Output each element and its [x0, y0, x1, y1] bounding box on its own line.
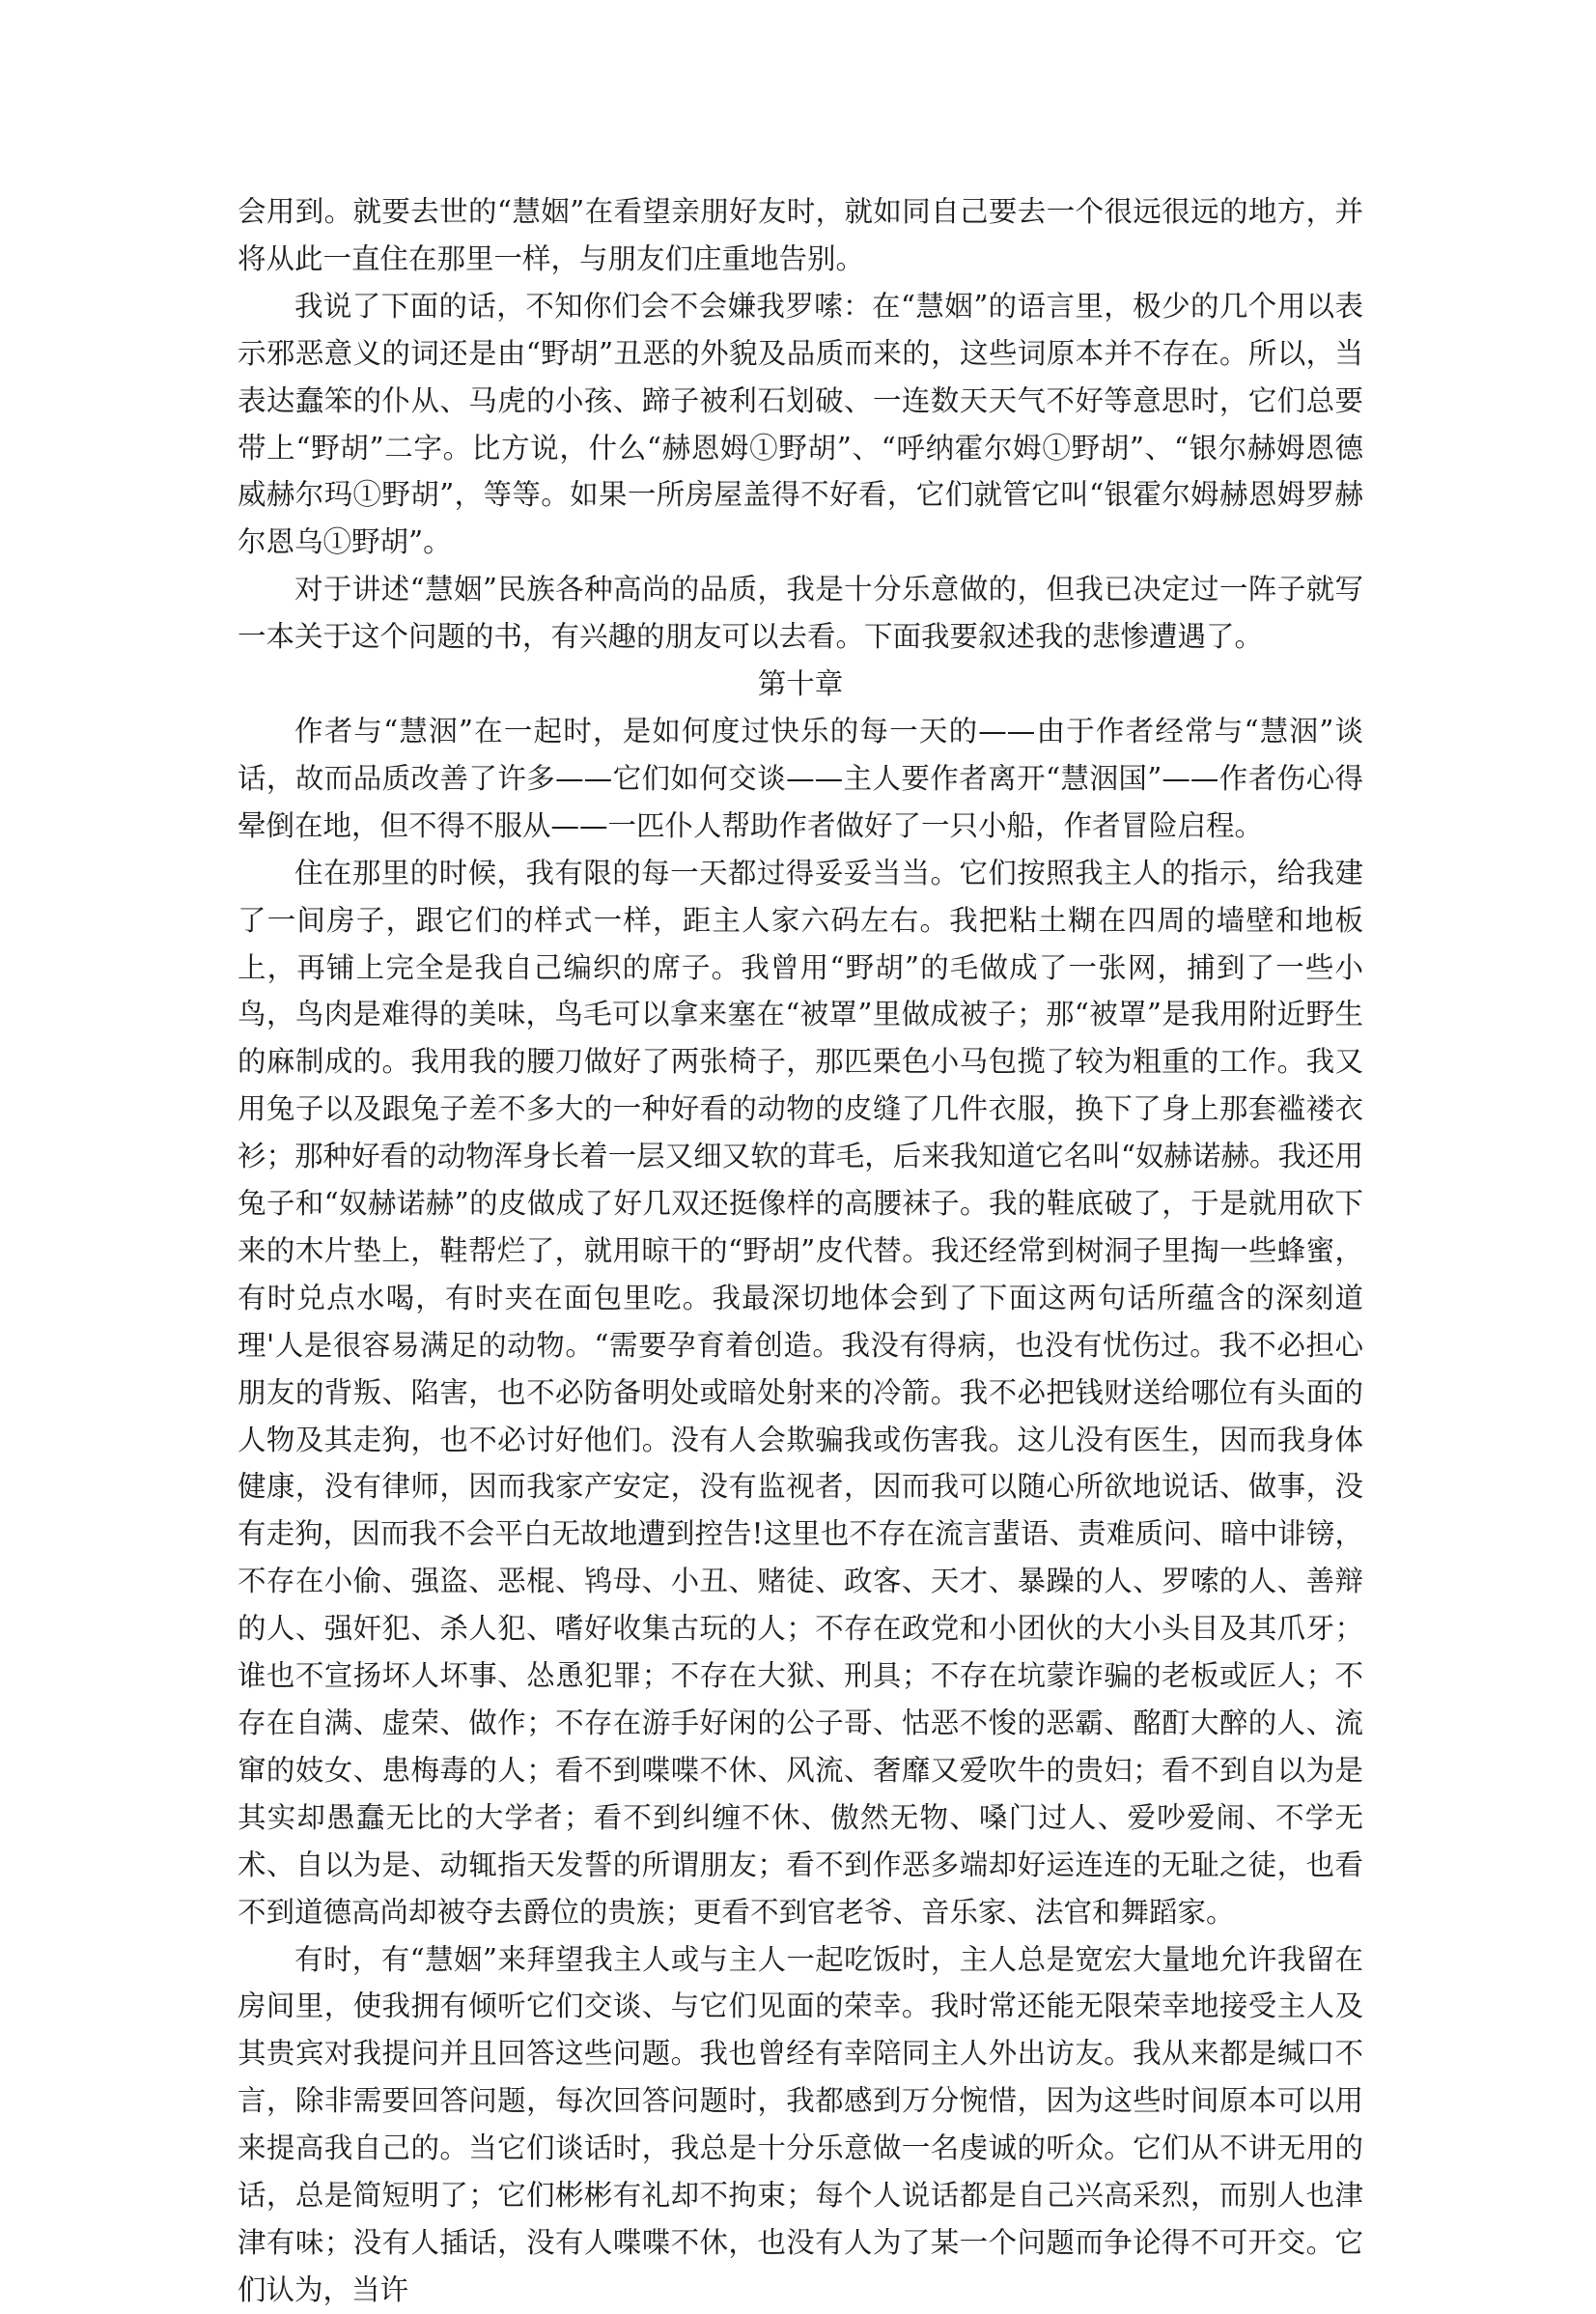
paragraph: 我说了下面的话，不知你们会不会嫌我罗嗦：在“慧姻”的语言里，极少的几个用以表示邪恶意义的词还是由“野胡”丑恶的外貌及品质而来的，这些词原本并不存在。所以，当表达蠢笨的仆从、马虎的小孩、蹄子被利石划破、一连数天天气不好等意思时，它们总要带上“野胡”二字。比方说，什么“赫恩姆①野胡”、“呼纳霍尔姆①野胡”、“银尔赫姆恩德威赫尔玛①野胡”，等等。如果一所房屋盖得不好看，它们就管它叫“银霍尔姆赫恩姆罗赫尔恩乌①野胡”。 — [238, 289, 1363, 559]
chapter-title: 第十章 — [757, 667, 844, 701]
chapter-summary: 作者与“慧洇”在一起时，是如何度过快乐的每一天的——由于作者经常与“慧洇”谈话，故而品质改善了许多——它们如何交谈——主人要作者离开“慧洇国”——作者伤心得晕倒在地，但不得不服从——一匹仆人帮助作者做好了一只小船，作者冒险启程。 — [238, 714, 1363, 842]
paragraph: 对于讲述“慧姻”民族各种高尚的品质，我是十分乐意做的，但我已决定过一阵子就写一本关于这个问题的书，有兴趣的朋友可以去看。下面我要叙述我的悲惨遭遇了。 — [238, 573, 1363, 654]
paragraph: 有时，有“慧姻”来拜望我主人或与主人一起吃饭时，主人总是宽宏大量地允许我留在房间里，使我拥有倾听它们交谈、与它们见面的荣幸。我时常还能无限荣幸地接受主人及其贵宾对我提问并且回答这些问题。我也曾经有幸陪同主人外出访友。我从来都是缄口不言，除非需要回答问题，每次回答问题时，我都感到万分惋惜，因为这些时间原本可以用来提高我自己的。当它们谈话时，我总是十分乐意做一名虔诚的听众。它们从不讲无用的话，总是简短明了；它们彬彬有礼却不拘束；每个人说话都是自己兴高采烈，而别人也津津有味；没有人插话，没有人喋喋不休，也没有人为了某一个问题而争论得不可开交。它们认为，当许 — [238, 1942, 1363, 2306]
paragraph-continuation: 会用到。就要去世的“慧姻”在看望亲朋好友时，就如同自己要去一个很远很远的地方，并将从此一直住在那里一样，与朋友们庄重地告别。 — [238, 195, 1363, 275]
paragraph: 住在那里的时候，我有限的每一天都过得妥妥当当。它们按照我主人的指示，给我建了一间房子，跟它们的样式一样，距主人家六码左右。我把粘土糊在四周的墙壁和地板上，再铺上完全是我自己编织的席子。我曾用“野胡”的毛做成了一张网，捕到了一些小鸟，鸟肉是难得的美味，鸟毛可以拿来塞在“被罩”里做成被子；那“被罩”是我用附近野生的麻制成的。我用我的腰刀做好了两张椅子，那匹栗色小马包揽了较为粗重的工作。我又用兔子以及跟兔子差不多大的一种好看的动物的皮缝了几件衣服，换下了身上那套褴褛衣衫；那种好看的动物浑身长着一层又细又软的茸毛，后来我知道它名叫“奴赫诺赫。我还用兔子和“奴赫诺赫”的皮做成了好几双还挺像样的高腰袜子。我的鞋底破了，于是就用砍下来的木片垫上，鞋帮烂了，就用晾干的“野胡”皮代替。我还经常到树洞子里掏一些蜂蜜，有时兑点水喝，有时夹在面包里吃。我最深切地体会到了下面这两句话所蕴含的深刻道理'人是很容易满足的动物。“需要孕育着创造。我没有得病，也没有忧伤过。我不必担心朋友的背叛、陷害，也不必防备明处或暗处射来的冷箭。我不必把钱财送给哪位有头面的人物及其走狗，也不必讨好他们。没有人会欺骗我或伤害我。这儿没有医生，因而我身体健康，没有律师，因而我家产安定，没有监视者，因而我可以随心所欲地说话、做事，没有走狗，因而我不会平白无故地遭到控告!这里也不存在流言蜚语、责难质问、暗中诽镑，不存在小偷、强盗、恶棍、鸨母、小丑、赌徒、政客、天才、暴躁的人、罗嗦的人、善辩的人、强奸犯、杀人犯、嗜好收集古玩的人；不存在政党和小团伙的大小头目及其爪牙；谁也不宣扬坏人坏事、怂恿犯罪；不存在大狱、刑具；不存在坑蒙诈骗的老板或匠人；不存在自满、虚荣、做作；不存在游手好闲的公子哥、怙恶不悛的恶霸、酩酊大醉的人、流窜的妓女、患梅毒的人；看不到喋喋不休、风流、奢靡又爱吹牛的贵妇；看不到自以为是其实却愚蠢无比的大学者；看不到纠缠不休、傲然无物、嗓门过人、爱吵爱闹、不学无术、自以为是、动辄指天发誓的所谓朋友；看不到作恶多端却好运连连的无耻之徒，也看不到道德高尚却被夺去爵位的贵族；更看不到官老爷、音乐家、法官和舞蹈家。 — [238, 856, 1363, 1929]
document-page — [238, 188, 1363, 2314]
